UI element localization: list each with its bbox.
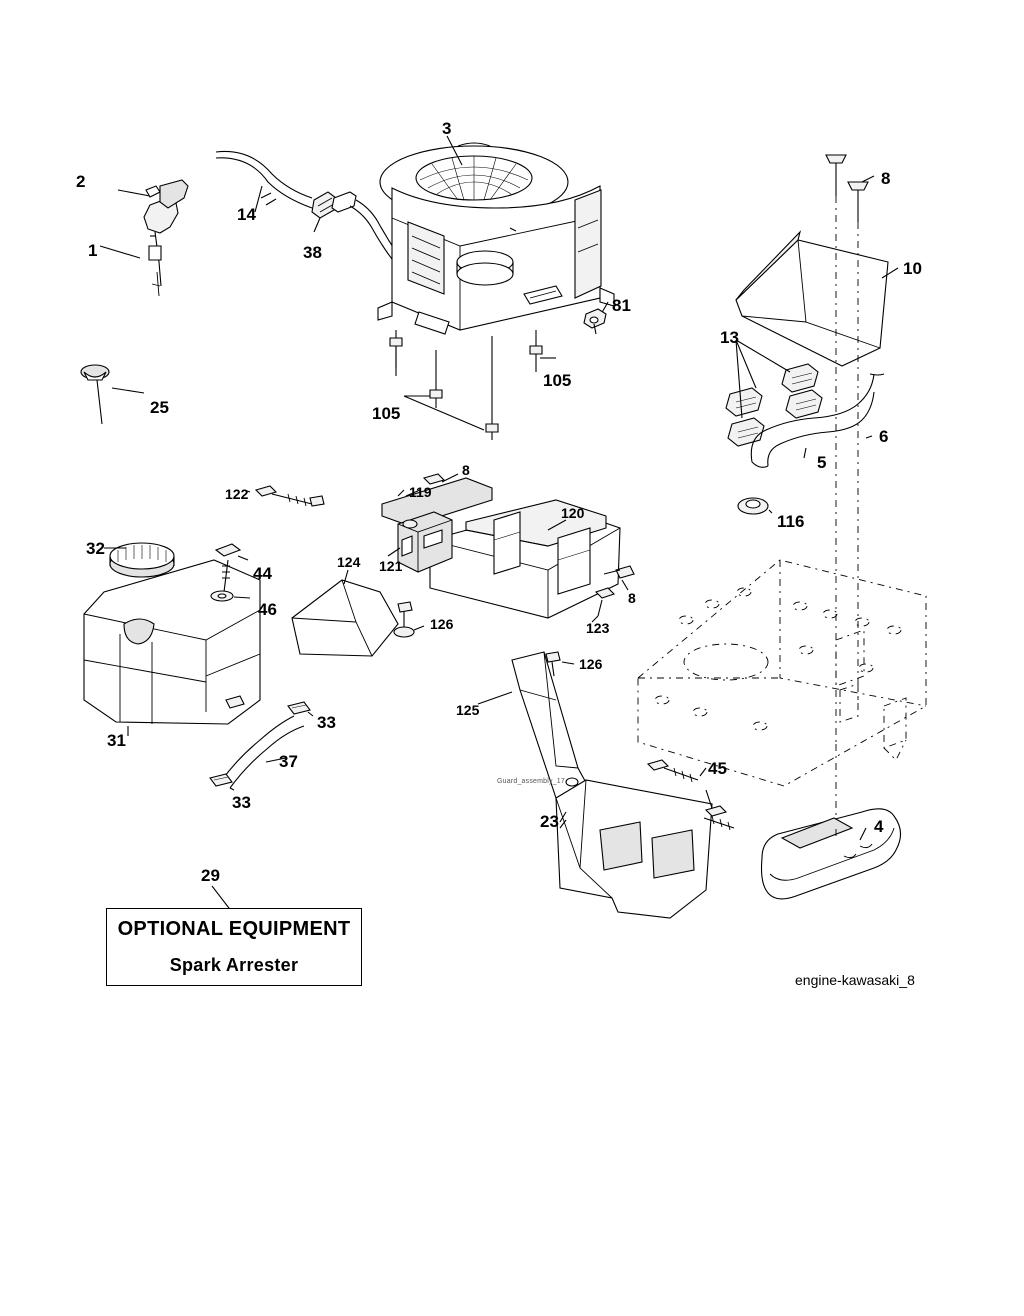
callout-120: 120 bbox=[561, 505, 585, 521]
callout-37: 37 bbox=[279, 752, 298, 771]
callout-33-a: 33 bbox=[317, 713, 336, 732]
callout-1: 1 bbox=[88, 241, 98, 260]
callout-32: 32 bbox=[86, 539, 105, 558]
callout-31: 31 bbox=[107, 731, 126, 750]
callout-126-a: 126 bbox=[430, 616, 454, 632]
callout-105-a: 105 bbox=[543, 371, 572, 390]
callout-14: 14 bbox=[237, 205, 256, 224]
optional-equipment-plate bbox=[106, 908, 362, 986]
callout-8-bracket: 8 bbox=[462, 462, 470, 478]
callout-29: 29 bbox=[201, 866, 220, 885]
callout-44: 44 bbox=[253, 564, 272, 583]
callout-13: 13 bbox=[720, 328, 739, 347]
callout-81: 81 bbox=[612, 296, 631, 315]
callout-122: 122 bbox=[225, 486, 249, 502]
callout-33-b: 33 bbox=[232, 793, 251, 812]
callout-6: 6 bbox=[879, 427, 889, 446]
callout-23: 23 bbox=[540, 812, 559, 831]
callout-38: 38 bbox=[303, 243, 322, 262]
diagram-file-code: engine-kawasaki_8 bbox=[795, 972, 915, 988]
callout-5: 5 bbox=[817, 453, 827, 472]
callout-124: 124 bbox=[337, 554, 361, 570]
callout-119: 119 bbox=[409, 484, 432, 500]
callout-116: 116 bbox=[777, 512, 805, 531]
callout-126-b: 126 bbox=[579, 656, 603, 672]
callout-3: 3 bbox=[442, 119, 452, 138]
callout-4: 4 bbox=[874, 817, 884, 836]
callout-8-top: 8 bbox=[881, 169, 891, 188]
callout-123: 123 bbox=[586, 620, 610, 636]
callout-2: 2 bbox=[76, 172, 86, 191]
callout-125: 125 bbox=[456, 702, 480, 718]
spark-arrester-label: Spark Arrester bbox=[169, 955, 299, 975]
callout-121: 121 bbox=[379, 558, 403, 574]
callout-25: 25 bbox=[150, 398, 169, 417]
callout-8-lower: 8 bbox=[628, 590, 636, 606]
callout-46: 46 bbox=[258, 600, 277, 619]
optional-equipment-title: OPTIONAL EQUIPMENT bbox=[117, 918, 351, 940]
callout-105-b: 105 bbox=[372, 404, 401, 423]
callout-10: 10 bbox=[903, 259, 922, 278]
watermark-label: Guard_assembly_17 bbox=[497, 778, 565, 785]
callout-45: 45 bbox=[708, 759, 727, 778]
